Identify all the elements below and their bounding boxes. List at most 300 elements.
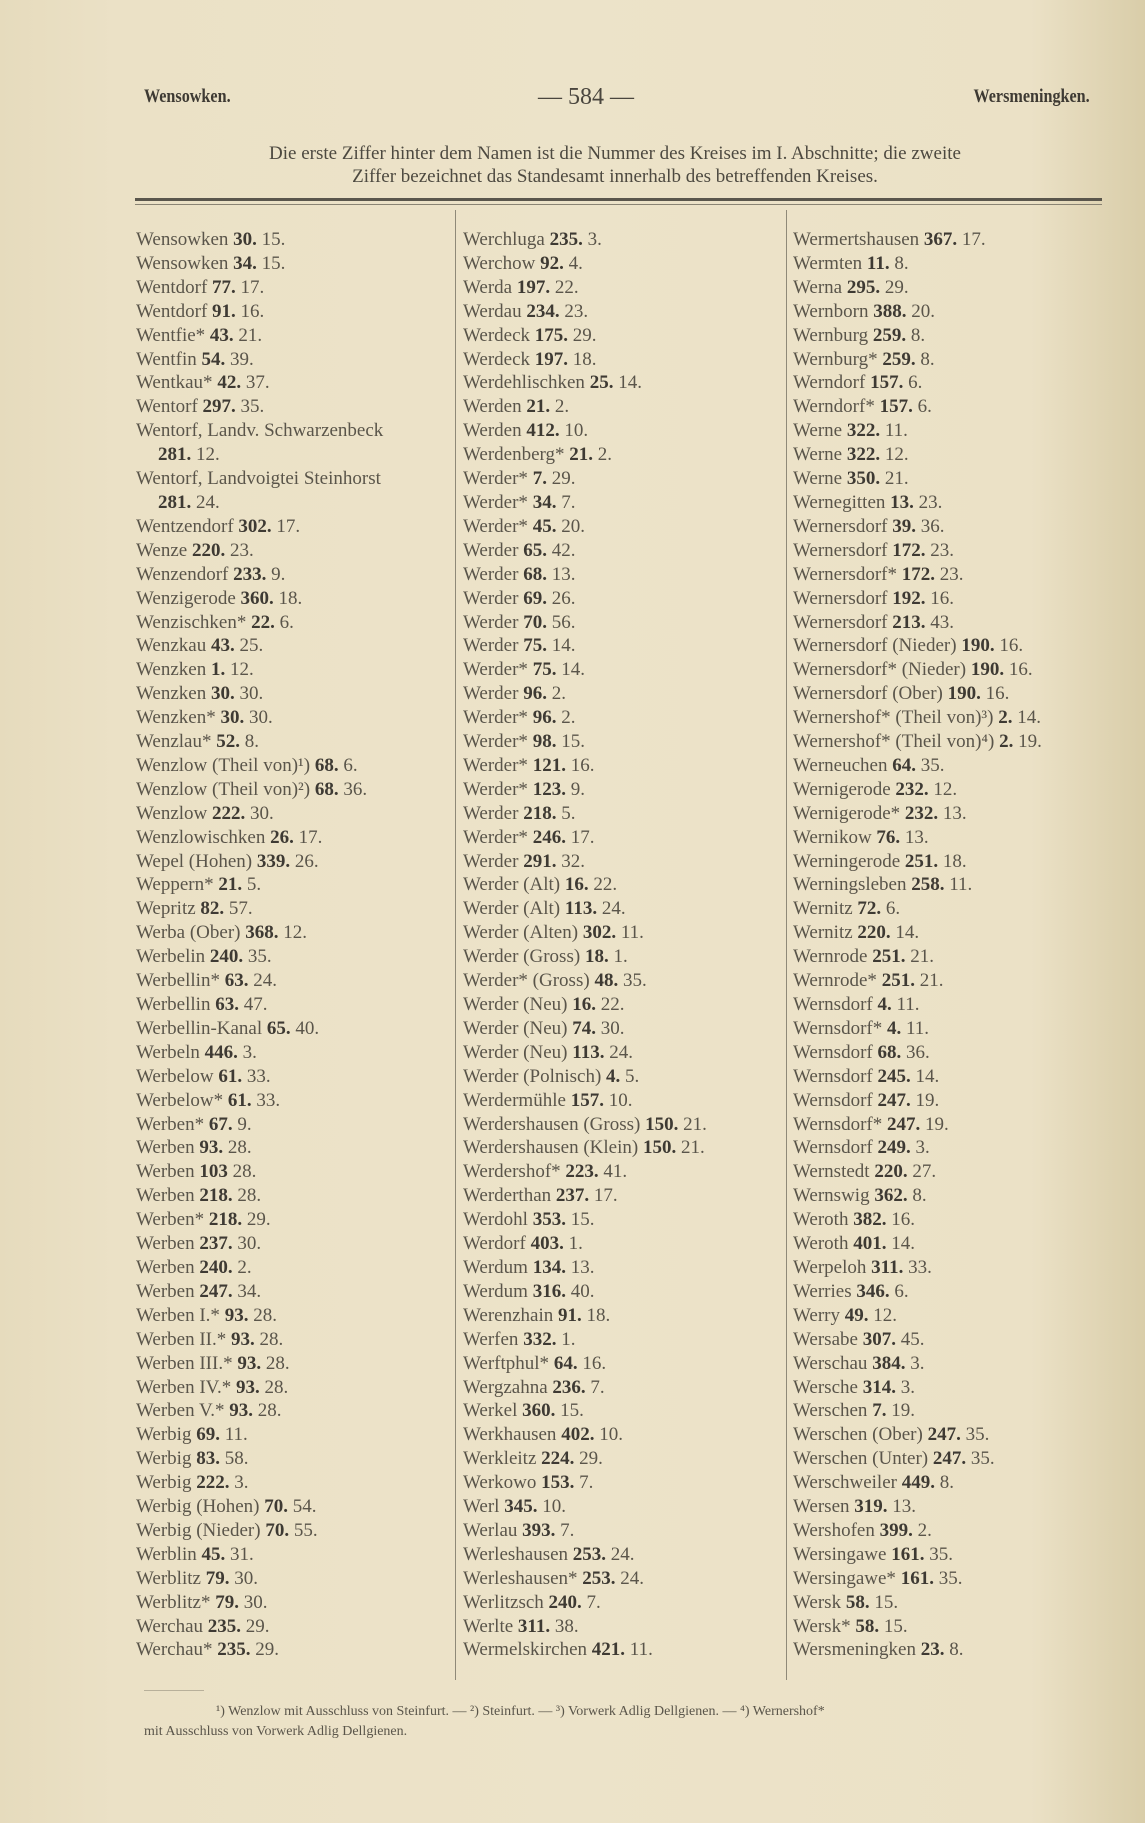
index-entry: [136, 563, 452, 587]
entry-standesamt-number: 15.: [560, 1400, 584, 1422]
entry-name: Wernburg: [793, 324, 869, 346]
entry-kreis-number: 449.: [901, 1472, 935, 1494]
index-entry: [136, 1280, 452, 1304]
index-entry: [793, 1113, 1113, 1137]
index-entry: [463, 1471, 783, 1495]
entry-standesamt-number: 36.: [920, 515, 945, 537]
entry-kreis-number: 157.: [870, 372, 904, 394]
entry-standesamt-number: 15.: [874, 1591, 899, 1613]
entry-name: Werder*: [463, 468, 528, 490]
index-entry: [793, 348, 1113, 372]
entry-kreis-number: 22.: [251, 611, 275, 633]
entry-standesamt-number: 35.: [247, 946, 272, 968]
index-entry: [463, 1615, 783, 1639]
entry-name: Werda: [463, 276, 513, 298]
index-entry: [463, 897, 783, 921]
entry-kreis-number: 220.: [874, 1161, 908, 1183]
index-entry: [793, 634, 1113, 658]
entry-standesamt-number: 1.: [568, 1233, 583, 1255]
entry-standesamt-number: 36.: [905, 1041, 930, 1063]
entry-name: Wernersdorf* (Nieder): [793, 659, 967, 681]
entry-standesamt-number: 14.: [1017, 707, 1041, 729]
index-entry: [463, 921, 783, 945]
entry-kreis-number: 302.: [238, 515, 272, 537]
index-entry: [793, 921, 1113, 945]
index-entry: [463, 1495, 783, 1519]
entry-kreis-number: 68.: [314, 778, 339, 800]
index-entry: [793, 873, 1113, 897]
entry-kreis-number: 39.: [892, 515, 916, 537]
entry-name: Wenzlowischken: [136, 826, 266, 848]
index-entry: [136, 539, 452, 563]
index-entry: [793, 371, 1113, 395]
index-entry: [136, 252, 452, 276]
index-entry: [463, 611, 783, 635]
index-entry: [463, 300, 783, 324]
entry-standesamt-number: 30.: [234, 1567, 258, 1589]
entry-standesamt-number: 17.: [961, 229, 986, 250]
entry-name: Wenzlow (Theil von)¹): [136, 754, 311, 776]
entry-standesamt-number: 13.: [551, 563, 576, 585]
entry-name: Wersk: [793, 1591, 842, 1613]
entry-standesamt-number: 27.: [912, 1161, 937, 1183]
index-entry: [136, 1376, 452, 1400]
index-entry: [793, 252, 1113, 276]
entry-name: Wenze: [136, 539, 188, 561]
entry-kreis-number: 251.: [904, 850, 939, 872]
entry-name: Wernborn: [793, 300, 869, 322]
entry-kreis-number: 43.: [209, 324, 234, 346]
entry-standesamt-number: 2.: [554, 396, 570, 418]
entry-standesamt-number: 24.: [610, 1543, 635, 1565]
index-entry: [463, 1376, 783, 1400]
index-entry: [136, 1423, 452, 1447]
entry-name: Werben: [136, 1185, 195, 1207]
entry-standesamt-number: 6.: [885, 898, 901, 920]
entry-standesamt-number: 26.: [294, 850, 319, 872]
entry-name: Wentfin: [136, 348, 197, 370]
entry-standesamt-number: 35.: [920, 754, 945, 776]
index-entry: [136, 1041, 452, 1065]
index-entry: [793, 993, 1113, 1017]
index-entry: [136, 873, 452, 897]
entry-kreis-number: 175.: [534, 324, 569, 346]
entry-name: Wershofen: [793, 1519, 875, 1541]
entry-name: Werder*: [463, 659, 528, 681]
entry-kreis-number: 281.: [158, 444, 192, 466]
entry-standesamt-number: 14.: [895, 922, 920, 944]
entry-standesamt-number: 57.: [228, 898, 253, 920]
index-entry: [136, 611, 452, 635]
entry-name: Werder*: [463, 731, 528, 753]
entry-kreis-number: 25.: [589, 372, 614, 394]
index-entry: [136, 850, 452, 874]
entry-standesamt-number: 18.: [278, 587, 303, 609]
entry-standesamt-number: 28.: [264, 1376, 289, 1398]
entry-kreis-number: 339.: [256, 850, 291, 872]
entry-standesamt-number: 13.: [942, 802, 967, 824]
index-entry: [463, 1280, 783, 1304]
index-entry: [136, 826, 452, 850]
index-entry: [463, 324, 783, 348]
entry-kreis-number: 113.: [564, 898, 598, 920]
entry-standesamt-number: 19.: [1018, 731, 1042, 753]
entry-name: Werry: [793, 1304, 840, 1326]
index-entry: [793, 1280, 1113, 1304]
index-entry: [463, 1352, 783, 1376]
entry-name: Werder*: [463, 778, 528, 800]
index-entry: [793, 1065, 1113, 1089]
entry-kreis-number: 224.: [541, 1448, 575, 1470]
index-entry: [136, 1256, 452, 1280]
column-divider-1: [455, 210, 456, 1680]
entry-name: Wersabe: [793, 1328, 858, 1350]
entry-kreis-number: 65.: [523, 539, 547, 561]
entry-kreis-number: 232.: [904, 802, 939, 824]
entry-kreis-number: 70.: [265, 1519, 290, 1541]
entry-kreis-number: 240.: [199, 1256, 233, 1278]
index-entry: [793, 1447, 1113, 1471]
entry-name: Wernsdorf: [793, 1041, 873, 1063]
entry-kreis-number: 412.: [526, 420, 560, 442]
entry-standesamt-number: 29.: [551, 468, 576, 490]
entry-name: Wernstedt: [793, 1161, 870, 1183]
entry-standesamt-number: 16.: [891, 1209, 915, 1231]
entry-name: Werftphul*: [463, 1352, 550, 1374]
index-entry: [793, 300, 1113, 324]
entry-name: Wernersdorf: [793, 611, 888, 633]
entry-standesamt-number: 14.: [915, 1065, 940, 1087]
entry-kreis-number: 30.: [220, 707, 245, 729]
entry-kreis-number: 332.: [523, 1328, 557, 1350]
index-entry: [463, 1447, 783, 1471]
entry-name: Werfen: [463, 1328, 519, 1350]
entry-kreis-number: 54.: [201, 348, 226, 370]
entry-name: Werben: [136, 1161, 195, 1183]
entry-standesamt-number: 14.: [551, 635, 576, 657]
entry-kreis-number: 234.: [526, 300, 560, 322]
entry-standesamt-number: 16.: [240, 300, 265, 322]
entry-name: Werneuchen: [793, 754, 888, 776]
entry-kreis-number: 161.: [891, 1543, 925, 1565]
index-entry: [463, 443, 783, 467]
entry-name: Wenzken: [136, 659, 207, 681]
entry-kreis-number: 98.: [532, 731, 557, 753]
entry-kreis-number: 76.: [876, 826, 901, 848]
entry-standesamt-number: 28.: [253, 1304, 277, 1326]
entry-name: Werben*: [136, 1209, 205, 1231]
entry-kreis-number: 45.: [532, 515, 557, 537]
entry-standesamt-number: 8.: [920, 348, 935, 370]
entry-kreis-number: 113.: [572, 1041, 605, 1063]
entry-kreis-number: 68.: [877, 1041, 902, 1063]
index-entry: [793, 1567, 1113, 1591]
entry-standesamt-number: 18.: [572, 348, 597, 370]
entry-standesamt-number: 19.: [891, 1400, 915, 1422]
entry-name: Wersmeningken: [793, 1639, 916, 1661]
entry-name: Werlte: [463, 1615, 514, 1637]
entry-name: Werbellin*: [136, 970, 220, 992]
index-entry: [463, 850, 783, 874]
entry-kreis-number: 16.: [572, 994, 596, 1015]
entry-kreis-number: 259.: [872, 324, 907, 346]
entry-name: Werben V.*: [136, 1400, 225, 1422]
entry-name: Wersen: [793, 1496, 850, 1518]
entry-kreis-number: 52.: [216, 731, 240, 753]
entry-standesamt-number: 56.: [551, 611, 576, 633]
entry-kreis-number: 297.: [202, 396, 236, 418]
entry-standesamt-number: 6.: [894, 1280, 909, 1302]
entry-kreis-number: 218.: [523, 802, 557, 824]
entry-name: Werkel: [463, 1400, 518, 1422]
index-entry: [136, 1567, 452, 1591]
entry-standesamt-number: 29.: [245, 1615, 270, 1637]
index-entry: [463, 395, 783, 419]
index-entry: [793, 491, 1113, 515]
entry-standesamt-number: 17.: [276, 515, 301, 537]
footnote-rule: [144, 1690, 204, 1691]
entry-name: Wernrode: [793, 946, 868, 968]
entry-standesamt-number: 22.: [554, 276, 579, 298]
entry-standesamt-number: 1.: [561, 1328, 576, 1350]
entry-standesamt-number: 25.: [239, 635, 264, 657]
entry-kreis-number: 246.: [532, 826, 566, 848]
entry-kreis-number: 316.: [532, 1280, 566, 1302]
entry-name: Wernitz: [793, 922, 853, 944]
entry-name: Werpeloh: [793, 1256, 867, 1278]
column-divider-2: [786, 210, 787, 1680]
entry-standesamt-number: 3.: [900, 1376, 915, 1398]
entry-name: Werenzhain: [463, 1304, 554, 1326]
entry-standesamt-number: 8.: [244, 731, 259, 753]
entry-name: Werbellin-Kanal: [136, 1017, 263, 1039]
index-entry: [793, 778, 1113, 802]
entry-standesamt-number: 29.: [579, 1448, 603, 1470]
index-entry: [463, 1184, 783, 1208]
entry-standesamt-number: 24.: [196, 491, 220, 513]
entry-standesamt-number: 7.: [586, 1591, 601, 1613]
entry-standesamt-number: 21.: [680, 1137, 705, 1159]
index-entry: [463, 706, 783, 730]
entry-kreis-number: 247.: [886, 1113, 921, 1135]
entry-standesamt-number: 2.: [551, 683, 566, 705]
entry-standesamt-number: 30.: [243, 1591, 268, 1613]
entry-name: Wernersdorf (Ober): [793, 683, 943, 705]
entry-kreis-number: 367.: [923, 229, 958, 250]
entry-name: Werdehlischken: [463, 372, 585, 394]
index-entry: [793, 1615, 1113, 1639]
entry-name: Wernrode*: [793, 970, 877, 992]
header-rule-thick: [135, 198, 1102, 201]
entry-standesamt-number: 33.: [908, 1256, 932, 1278]
entry-kreis-number: 302.: [582, 922, 617, 944]
entry-standesamt-number: 3.: [234, 1472, 249, 1494]
entry-standesamt-number: 22.: [593, 874, 618, 896]
entry-standesamt-number: 35.: [970, 1448, 995, 1470]
entry-kreis-number: 240.: [548, 1591, 582, 1613]
entry-name: Werba (Ober): [136, 922, 241, 944]
entry-standesamt-number: 17.: [240, 276, 265, 298]
index-entry: [136, 587, 452, 611]
entry-standesamt-number: 7.: [590, 1376, 605, 1398]
entry-standesamt-number: 20.: [911, 300, 935, 322]
index-entry: [136, 371, 452, 395]
entry-name: Wermelskirchen: [463, 1639, 588, 1661]
entry-name: Werbellin: [136, 994, 211, 1015]
entry-name: Werbelow: [136, 1065, 214, 1087]
index-entry: [136, 1184, 452, 1208]
index-entry: [463, 1160, 783, 1184]
entry-kreis-number: 58.: [845, 1591, 870, 1613]
entry-name: Werschen: [793, 1400, 868, 1422]
entry-standesamt-number: 21.: [683, 1113, 707, 1135]
index-entry: [136, 276, 452, 300]
entry-kreis-number: 172.: [892, 539, 926, 561]
entry-kreis-number: 190.: [947, 683, 981, 705]
entry-standesamt-number: 11.: [620, 922, 644, 944]
index-entry: [463, 563, 783, 587]
entry-standesamt-number: 18.: [586, 1304, 611, 1326]
entry-kreis-number: 21.: [569, 444, 594, 466]
entry-kreis-number: 235.: [549, 229, 583, 250]
entry-name: Wersk*: [793, 1615, 851, 1637]
entry-standesamt-number: 3.: [242, 1041, 257, 1063]
entry-standesamt-number: 28.: [257, 1400, 282, 1422]
index-entry: [793, 276, 1113, 300]
entry-standesamt-number: 28.: [227, 1137, 252, 1159]
entry-kreis-number: 96.: [523, 683, 547, 705]
entry-kreis-number: 11.: [866, 252, 890, 274]
entry-kreis-number: 92.: [540, 252, 564, 274]
entry-name: Wernswig: [793, 1185, 870, 1207]
entry-name: Wersche: [793, 1376, 858, 1398]
entry-name: Werchau*: [136, 1639, 213, 1661]
entry-name: Werben: [136, 1137, 195, 1159]
entry-kreis-number: 79.: [205, 1567, 230, 1589]
entry-kreis-number: 69.: [196, 1424, 220, 1446]
entry-standesamt-number: 30.: [239, 683, 264, 705]
index-entry: [136, 1065, 452, 1089]
entry-name: Werben I.*: [136, 1304, 220, 1326]
index-entry: [793, 1136, 1113, 1160]
entry-name: Werder*: [463, 707, 528, 729]
entry-name: Werder (Neu): [463, 1017, 568, 1039]
entry-name: Werchow: [463, 252, 536, 274]
entry-kreis-number: 421.: [591, 1639, 626, 1661]
entry-kreis-number: 259.: [882, 348, 916, 370]
index-entry: [793, 1352, 1113, 1376]
index-entry: [136, 754, 452, 778]
entry-kreis-number: 353.: [532, 1209, 566, 1231]
entry-standesamt-number: 21.: [238, 324, 263, 346]
index-entry: [136, 658, 452, 682]
entry-standesamt-number: 16.: [985, 683, 1010, 705]
entry-kreis-number: 121.: [532, 754, 566, 776]
index-entry: [463, 1208, 783, 1232]
entry-kreis-number: 67.: [208, 1113, 233, 1135]
index-entry: [463, 993, 783, 1017]
entry-standesamt-number: 5.: [561, 802, 576, 824]
entry-name: Werdorf: [463, 1233, 526, 1255]
entry-name: Wepel (Hohen): [136, 850, 253, 872]
entry-name: Wernersdorf: [793, 587, 888, 609]
entry-kreis-number: 75.: [532, 659, 557, 681]
entry-standesamt-number: 28.: [232, 1161, 257, 1183]
entry-kreis-number: 235.: [217, 1639, 251, 1661]
entry-name: Werblitz*: [136, 1591, 211, 1613]
entry-standesamt-number: 6.: [917, 396, 932, 418]
entry-name: Wentzendorf: [136, 515, 234, 537]
entry-standesamt-number: 23.: [564, 300, 589, 322]
entry-name: Wenzendorf: [136, 563, 229, 585]
index-entry: [793, 228, 1113, 252]
index-entry: [463, 1304, 783, 1328]
entry-standesamt-number: 32.: [561, 850, 585, 872]
entry-name: Werden: [463, 396, 522, 418]
entry-kreis-number: 401.: [853, 1233, 887, 1255]
entry-name: Wernersdorf: [793, 539, 888, 561]
entry-standesamt-number: 38.: [554, 1615, 579, 1637]
index-entry: [136, 897, 452, 921]
index-entry: [793, 658, 1113, 682]
index-entry: [793, 897, 1113, 921]
index-entry: [793, 1160, 1113, 1184]
header-rule-thin: [135, 204, 1102, 205]
entry-standesamt-number: 8.: [939, 1472, 954, 1494]
entry-standesamt-number: 12.: [196, 444, 220, 466]
index-entry: [136, 706, 452, 730]
entry-name: Werder (Alt): [463, 898, 561, 920]
entry-standesamt-number: 5.: [625, 1065, 640, 1087]
entry-kreis-number: 281.: [158, 491, 192, 513]
index-entry: [136, 730, 452, 754]
entry-standesamt-number: 30.: [248, 707, 273, 729]
entry-kreis-number: 91.: [212, 300, 236, 322]
entry-kreis-number: 319.: [854, 1496, 888, 1518]
entry-name: Werder: [463, 635, 519, 657]
entry-kreis-number: 93.: [229, 1400, 254, 1422]
entry-standesamt-number: 11.: [224, 1424, 248, 1446]
index-entry: [793, 324, 1113, 348]
entry-name: Wentorf, Landvoigtei Steinhorst: [136, 468, 381, 490]
entry-standesamt-number: 24.: [609, 1041, 633, 1063]
index-entry: [463, 419, 783, 443]
index-entry: [463, 1017, 783, 1041]
entry-name: Wernikow: [793, 826, 872, 848]
index-entry: [463, 539, 783, 563]
index-entry: [793, 945, 1113, 969]
entry-standesamt-number: 16.: [582, 1352, 607, 1374]
entry-name: Wernersdorf: [793, 515, 888, 537]
entry-kreis-number: 253.: [572, 1543, 607, 1565]
entry-kreis-number: 314.: [862, 1376, 896, 1398]
index-entry: [793, 539, 1113, 563]
entry-kreis-number: 2.: [999, 731, 1014, 753]
index-entry: [793, 850, 1113, 874]
entry-standesamt-number: 33.: [256, 1089, 281, 1111]
index-entry: [463, 371, 783, 395]
index-entry: [793, 1041, 1113, 1065]
entry-kreis-number: 237.: [199, 1233, 233, 1255]
entry-kreis-number: 197.: [516, 276, 551, 298]
entry-standesamt-number: 23.: [229, 539, 254, 561]
entry-name: Werder: [463, 563, 519, 585]
entry-kreis-number: 345.: [504, 1496, 538, 1518]
entry-kreis-number: 388.: [873, 300, 907, 322]
entry-standesamt-number: 6.: [908, 372, 923, 394]
entry-name: Werben: [136, 1280, 195, 1302]
entry-name: Werdum: [463, 1280, 528, 1302]
